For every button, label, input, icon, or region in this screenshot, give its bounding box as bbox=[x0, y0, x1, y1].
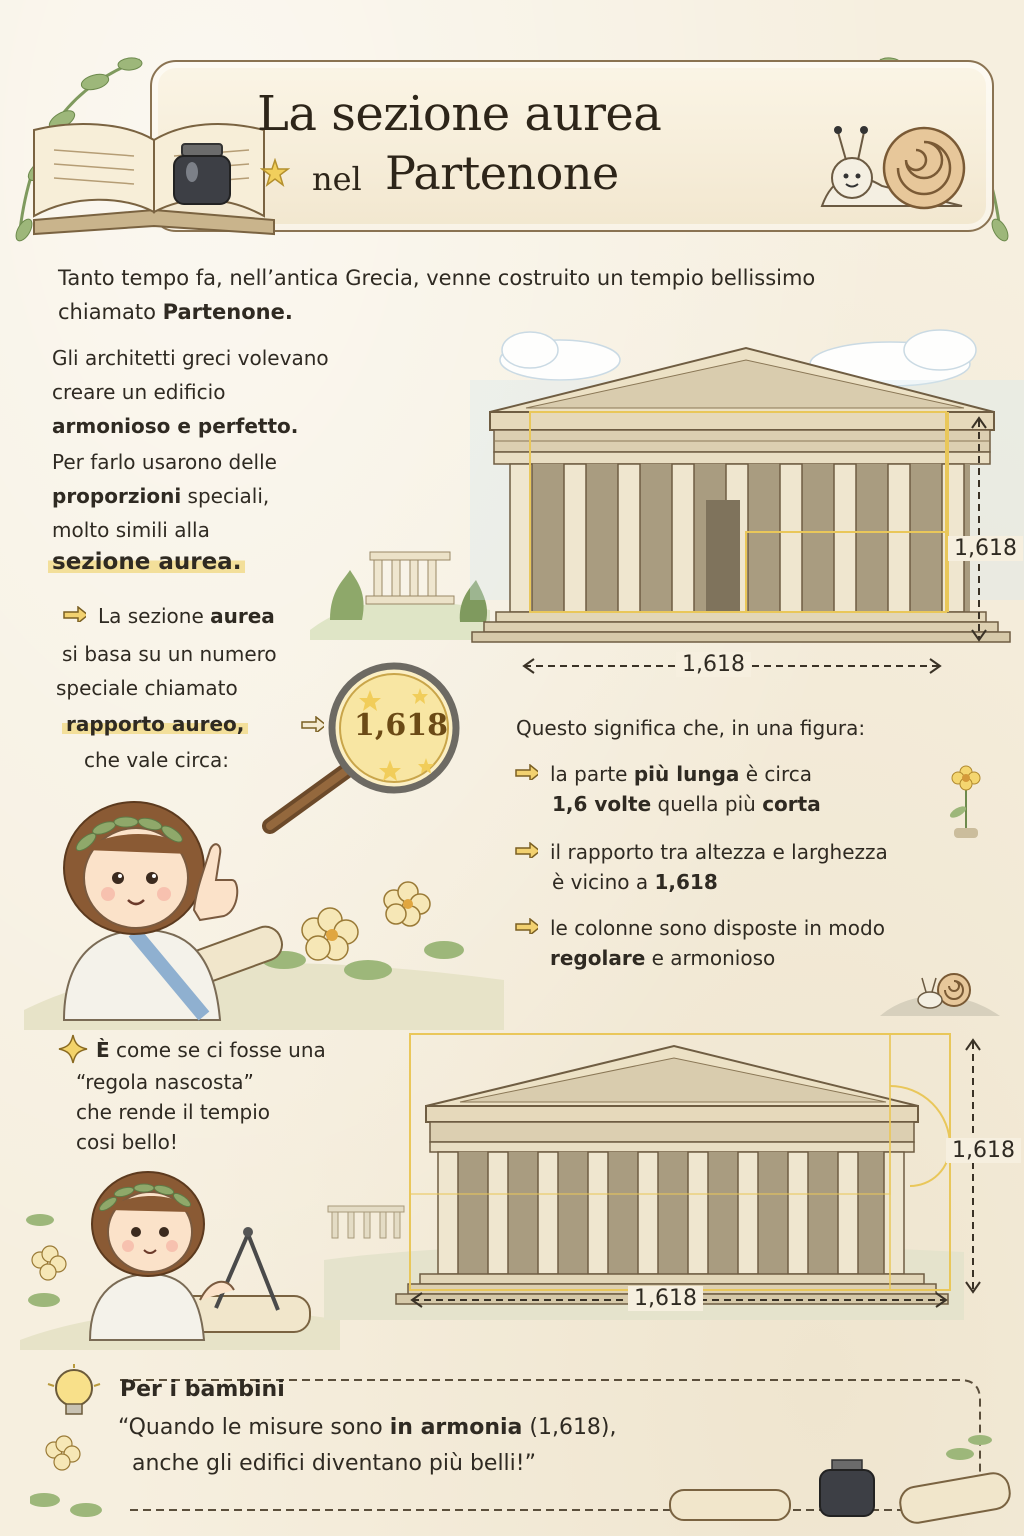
ink-and-scrolls-icon bbox=[660, 1430, 1020, 1530]
bottom-height-arrow bbox=[958, 1036, 988, 1296]
left-line5 bbox=[52, 482, 269, 510]
ink-bottle-icon bbox=[168, 140, 238, 210]
golden-line5: che vale circa: bbox=[84, 748, 229, 772]
rule-line4: cosi bello! bbox=[76, 1130, 178, 1154]
rule-line3: che rende il tempio bbox=[76, 1100, 271, 1124]
p3-rest: e armonioso bbox=[645, 946, 776, 970]
rule-line1-rest: come se ci fosse una bbox=[109, 1038, 326, 1062]
p1-pre: la parte bbox=[550, 762, 634, 786]
page-title-prefix: nel bbox=[312, 160, 362, 198]
golden-aurea: aurea bbox=[210, 604, 275, 628]
p1-post: è circa bbox=[739, 762, 812, 786]
bullet-arrow-icon bbox=[514, 764, 538, 780]
left-line3: armonioso e perfetto. bbox=[52, 414, 299, 438]
meaning-p2-line2 bbox=[552, 868, 718, 896]
bottom-width-label: 1,618 bbox=[628, 1286, 703, 1311]
rule-line2: “regola nascosta” bbox=[76, 1070, 254, 1094]
golden-line2: si basa su un numero bbox=[62, 642, 277, 666]
intro-line2 bbox=[58, 298, 293, 326]
p2-pre: è vicino a bbox=[552, 870, 655, 894]
kids-line2: anche gli edifici diventano più belli!” bbox=[132, 1451, 536, 1476]
intro-partenone: Partenone. bbox=[162, 300, 293, 324]
left-line6: molto simili alla bbox=[52, 518, 210, 542]
golden-line4 bbox=[62, 710, 248, 738]
left-line4: Per farlo usarono delle bbox=[52, 450, 277, 474]
parthenon-top-illustration bbox=[470, 320, 1024, 680]
magnifier-value: 1,618 bbox=[354, 708, 448, 743]
top-width-label: 1,618 bbox=[676, 652, 751, 677]
p1-mid: quella più bbox=[651, 792, 763, 816]
p3-regolare: regolare bbox=[550, 946, 646, 970]
left-line5-rest: speciali, bbox=[181, 484, 270, 508]
kids-line1-pre: “Quando le misure sono bbox=[118, 1415, 390, 1440]
sezione-aurea-highlight: sezione aurea. bbox=[48, 549, 245, 575]
p2-value: 1,618 bbox=[654, 870, 718, 894]
golden-line3: speciale chiamato bbox=[56, 676, 238, 700]
meaning-p3-line2 bbox=[550, 944, 775, 972]
arrow-icon bbox=[62, 606, 86, 622]
child-pointing-illustration bbox=[24, 780, 504, 1030]
bottom-height-label: 1,618 bbox=[946, 1138, 1021, 1163]
child-with-compass-illustration bbox=[20, 1150, 340, 1350]
golden-line1-pre: La sezione bbox=[98, 604, 211, 628]
top-height-label: 1,618 bbox=[948, 536, 1023, 561]
bullet-arrow-icon bbox=[514, 842, 538, 858]
snail-icon bbox=[812, 118, 982, 218]
top-height-arrow bbox=[964, 414, 994, 644]
p1-volte: 1,6 volte bbox=[552, 792, 652, 816]
small-flower-icon bbox=[936, 760, 996, 840]
intro-line2-prefix: chiamato bbox=[58, 300, 156, 324]
left-proporzioni: proporzioni bbox=[52, 484, 182, 508]
kids-line1 bbox=[118, 1414, 617, 1442]
kids-armonia: in armonia bbox=[389, 1415, 523, 1440]
left-line2: creare un edificio bbox=[52, 380, 226, 404]
star-icon bbox=[260, 158, 290, 188]
kids-heading: Per i bambini bbox=[120, 1377, 285, 1402]
page-title-line2: Partenone bbox=[385, 146, 619, 200]
meaning-p2-line1: il rapporto tra altezza e larghezza bbox=[550, 840, 888, 864]
lightbulb-icon bbox=[44, 1364, 104, 1428]
intro-line1: Tanto tempo fa, nell’antica Grecia, venne costruito un tempio bellissimo bbox=[58, 266, 816, 290]
meaning-p1-line2 bbox=[552, 790, 821, 818]
rule-e: È bbox=[96, 1038, 110, 1062]
meaning-heading: Questo significa che, in una figura: bbox=[516, 716, 866, 740]
distant-temple-illustration bbox=[310, 530, 490, 640]
left-line1: Gli architetti greci volevano bbox=[52, 346, 329, 370]
parthenon-bottom-illustration bbox=[324, 1030, 964, 1320]
golden-line1 bbox=[98, 602, 275, 630]
p1-piu-lunga: più lunga bbox=[633, 762, 740, 786]
meaning-p1-line1 bbox=[550, 760, 812, 788]
open-book-icon bbox=[24, 100, 284, 240]
left-line7 bbox=[48, 548, 245, 576]
rule-line1 bbox=[96, 1036, 326, 1064]
small-snail-icon bbox=[880, 960, 1000, 1020]
p1-corta: corta bbox=[762, 792, 821, 816]
page-title-line1: La sezione aurea bbox=[257, 86, 662, 142]
meaning-p3-line1: le colonne sono disposte in modo bbox=[550, 916, 885, 940]
bullet-arrow-icon bbox=[514, 918, 538, 934]
sparkle-icon bbox=[58, 1034, 88, 1064]
kids-line1-post: (1,618), bbox=[522, 1415, 617, 1440]
rapporto-aureo-highlight: rapporto aureo, bbox=[62, 712, 248, 736]
